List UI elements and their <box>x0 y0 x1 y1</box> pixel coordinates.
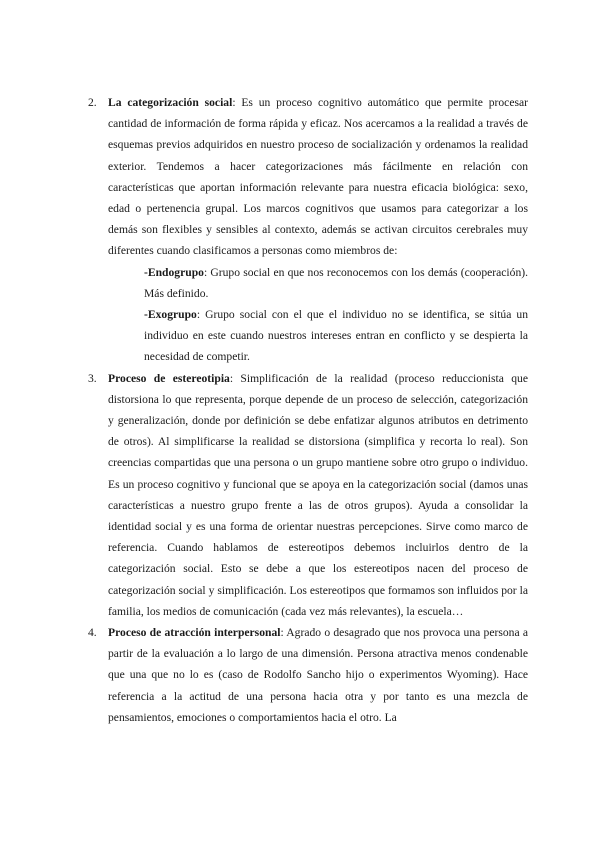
item-text: : Agrado o desagrado que nos provoca una persona a partir de la evaluación a lo largo de una dimensión. Persona atractiva menos condenable que una que no lo es (caso de Rodolfo Sancho hijo o experimentos Wyoming). Hace referencia a la actitud de una persona hacia otra y por tanto es una mezcla de pensamientos, emociones o comportamientos hacia el otro. La <box>108 626 529 724</box>
item-number: 3. <box>88 371 97 385</box>
list-item-estereotipia <box>86 368 528 622</box>
subitem-text: : Grupo social con el que el individuo no se identifica, se sitúa un individuo en este cuando nuestros intereses entran en conflicto y se despierta la necesidad de competir. <box>144 308 528 364</box>
item-text: : Es un proceso cognitivo automático que permite procesar cantidad de información de forma rápida y eficaz. Nos acercamos a la realidad a través de esquemas previos adquiridos en nuestro proceso de socialización y ordenamos la realidad exterior. Tendemos a hacer categorizaciones más fácilmente en relación con características que aportan información relevante para nuestra eficacia biológica: sexo, edad o pertenencia grupal. Los marcos cognitivos que usamos para categorizar a los demás son flexibles y sensibles al contexto, además se activan circuitos cerebrales muy diferentes cuando clasificamos a personas como miembros de: <box>108 96 528 258</box>
subitem-prefix: - <box>144 265 148 279</box>
list-item-categorizacion <box>86 92 528 368</box>
item-term: Proceso de estereotipia <box>108 371 230 385</box>
item-term: La categorización social <box>108 96 233 109</box>
item-term: Proceso de atracción interpersonal <box>108 626 281 640</box>
numbered-list <box>86 92 528 728</box>
subitem-exogrupo <box>144 304 528 368</box>
subitem-prefix: - <box>144 308 148 322</box>
item-text: : Simplificación de la realidad (proceso reduccionista que distorsiona lo que representa, porque depende de un proceso de selección, categorización y generalización, donde por definición se debe enfatizar algunos atributos en detrimento de otros). Al simplificarse la realidad se distorsiona (simplifica y recorta lo real). Son creencias compartidas que una persona o un grupo mantiene sobre otro grupo o individuo. Es un proceso cognitivo y funcional que se apoya en la categorización social (damos unas características a nuestro grupo frente a las de otros grupos). Ayuda a consolidar la identidad social y es una forma de orientar nuestras percepciones. Sirve como marco de referencia. Cuando hablamos de estereotipos debemos incluirlos dentro de la categorización social. Esto se debe a que los estereotipos nacen del proceso de categorización social y simplificación. Los estereotipos que formamos son influidos por la familia, los medios de comunicación (cada vez más relevantes), la escuela… <box>108 371 528 618</box>
subitem-endogrupo <box>144 262 528 304</box>
list-item-atraccion <box>86 622 528 728</box>
subitem-term: Endogrupo <box>147 265 204 279</box>
item-number: 2. <box>88 96 97 109</box>
item-number: 4. <box>88 626 97 640</box>
subitem-term: Exogrupo <box>147 308 197 322</box>
subitem-text: : Grupo social en que nos reconocemos con los demás (cooperación). Más definido. <box>144 265 528 300</box>
